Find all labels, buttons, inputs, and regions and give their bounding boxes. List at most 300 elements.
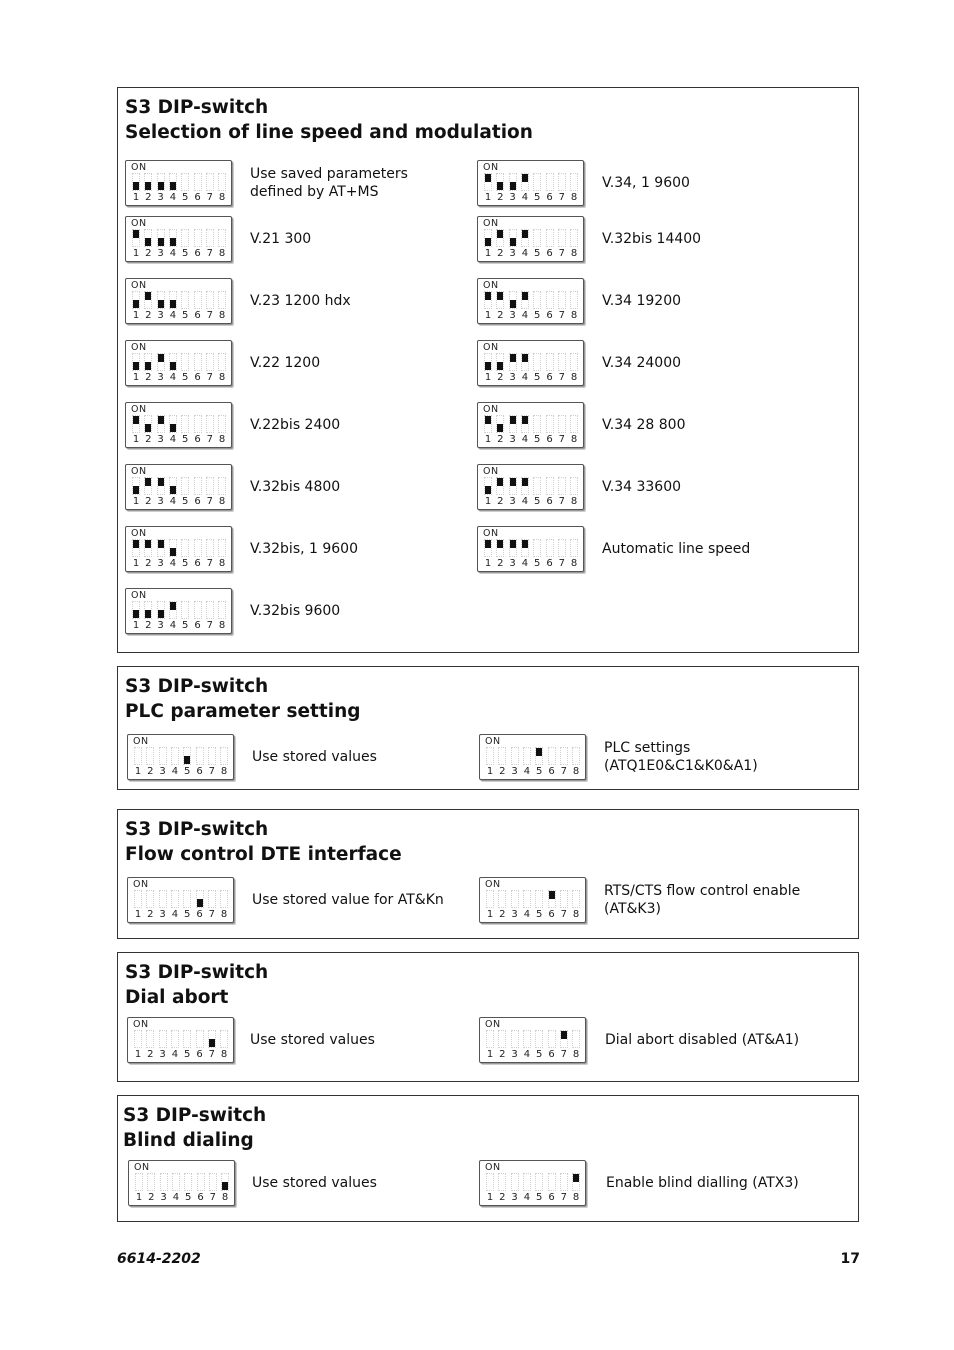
dip-switch-number: 8 (220, 909, 228, 920)
setting-description (606, 1174, 799, 1192)
dip-switch-number: 7 (558, 248, 565, 259)
dip-switch-number: 2 (145, 434, 152, 445)
dip-switch-number: 5 (534, 496, 541, 507)
dip-switch-lever (485, 416, 491, 424)
dip-switch-slot (546, 353, 554, 371)
dip-switch-number: 3 (160, 1192, 167, 1203)
dip-switch-number: 1 (486, 1192, 494, 1203)
dip-switch-number: 4 (171, 1049, 179, 1060)
dip-switch-lever (133, 540, 139, 548)
dip-switch-number: 5 (534, 558, 541, 569)
dip-switch-number: 1 (484, 496, 492, 507)
dip-switch-lever (184, 756, 190, 764)
dip-on-label: ON (131, 162, 147, 173)
dip-switch-slot (146, 747, 154, 765)
dip-switch-lever (133, 300, 139, 308)
dip-switch-number: 2 (499, 766, 506, 777)
dip-switch-slot (484, 229, 492, 247)
dip-switch-slot (132, 539, 140, 557)
dip-switch-diagram (125, 464, 232, 510)
dip-switch-slot (206, 173, 214, 191)
dip-switch-lever (145, 610, 151, 618)
dip-switch-lever (561, 1031, 567, 1039)
dip-switch-section (117, 87, 859, 653)
dip-switch-number: 4 (171, 909, 179, 920)
dip-switch-slot (169, 477, 177, 495)
dip-on-label: ON (131, 466, 147, 477)
dip-switch-number: 4 (169, 558, 177, 569)
setting-description (602, 230, 701, 248)
dip-switch-lever (510, 478, 516, 486)
dip-switch-lever (485, 174, 491, 182)
dip-switch-number: 1 (484, 310, 492, 321)
dip-switch-number: 5 (182, 496, 189, 507)
dip-switch-slot (498, 1030, 506, 1048)
dip-switch-number: 2 (145, 310, 152, 321)
dip-switch-lever (522, 416, 528, 424)
dip-switch-number: 8 (572, 1049, 580, 1060)
dip-switch-slot (533, 415, 541, 433)
dip-on-label: ON (485, 1019, 501, 1030)
dip-switch-slot (206, 539, 214, 557)
dip-switch-number: 7 (558, 372, 565, 383)
dip-switch-diagram (477, 402, 584, 448)
setting-description-line: Enable blind dialling (ATX3) (606, 1175, 799, 1191)
dip-on-label: ON (483, 466, 499, 477)
dip-switch-lever (197, 899, 203, 907)
setting-description (602, 292, 681, 310)
switch-setting-row (125, 160, 455, 206)
dip-switch-slot (521, 477, 529, 495)
dip-switch-lever (170, 602, 176, 610)
dip-switch-number: 1 (134, 766, 142, 777)
dip-switch-slot (169, 291, 177, 309)
dip-switch-number: 1 (484, 248, 492, 259)
dip-switch-slot (533, 539, 541, 557)
dip-switch-slot (218, 415, 226, 433)
setting-description (252, 748, 377, 766)
dip-switch-slot (144, 477, 152, 495)
dip-switch-slot (498, 890, 506, 908)
dip-switch-slot (218, 173, 226, 191)
dip-on-label: ON (485, 1162, 501, 1173)
dip-switch-slot (496, 291, 504, 309)
dip-switch-slot (184, 1173, 192, 1191)
dip-switch-slot (221, 1173, 229, 1191)
dip-switch-slot (218, 601, 226, 619)
dip-switch-lever (497, 424, 503, 432)
dip-switch-slot (181, 477, 189, 495)
dip-switch-number: 6 (546, 248, 553, 259)
dip-switch-number: 3 (511, 1049, 518, 1060)
setting-description-line: V.34 24000 (602, 355, 682, 371)
dip-switch-slot (181, 229, 189, 247)
section-title-line: PLC parameter setting (125, 700, 361, 722)
dip-switch-slot (496, 229, 504, 247)
dip-switch-lever (485, 486, 491, 494)
dip-switch-number: 6 (548, 909, 555, 920)
dip-switch-lever (510, 182, 516, 190)
dip-switch-number: 6 (548, 1192, 555, 1203)
dip-switch-slot (484, 415, 492, 433)
dip-switch-lever (497, 478, 503, 486)
dip-switch-slot (560, 1173, 568, 1191)
dip-switch-number: 5 (182, 372, 189, 383)
dip-switch-lever (158, 354, 164, 362)
dip-switch-diagram (127, 1017, 234, 1063)
dip-switch-lever (510, 416, 516, 424)
dip-switch-diagram (125, 216, 232, 262)
dip-switch-slot (181, 291, 189, 309)
dip-switch-number: 1 (132, 558, 140, 569)
dip-switch-number: 5 (182, 192, 189, 203)
dip-switch-number: 8 (570, 310, 578, 321)
dip-switch-slot (218, 229, 226, 247)
setting-description (252, 891, 444, 909)
dip-switch-slot (572, 1173, 580, 1191)
dip-switch-number: 5 (534, 248, 541, 259)
dip-on-label: ON (483, 280, 499, 291)
dip-switch-lever (573, 1174, 579, 1182)
dip-on-label: ON (485, 879, 501, 890)
dip-switch-number: 5 (182, 434, 189, 445)
dip-switch-number: 6 (548, 766, 555, 777)
dip-switch-number: 6 (546, 496, 553, 507)
setting-description-line: Use stored values (252, 749, 377, 765)
dip-switch-slot (546, 415, 554, 433)
dip-on-label: ON (133, 879, 149, 890)
dip-switch-lever (158, 478, 164, 486)
dip-switch-slot (132, 601, 140, 619)
dip-switch-slot (523, 1030, 531, 1048)
dip-switch-number: 3 (511, 909, 518, 920)
dip-switch-number: 2 (497, 372, 504, 383)
dip-switch-slot (218, 477, 226, 495)
switch-setting-row (127, 734, 457, 780)
dip-switch-slot (144, 601, 152, 619)
dip-switch-slot (157, 229, 165, 247)
setting-description (250, 540, 358, 558)
dip-switch-slot (484, 173, 492, 191)
dip-switch-lever (485, 362, 491, 370)
dip-switch-slot (521, 173, 529, 191)
dip-on-label: ON (131, 590, 147, 601)
dip-switch-lever (133, 416, 139, 424)
dip-switch-slot (206, 415, 214, 433)
dip-on-label: ON (483, 404, 499, 415)
dip-switch-number: 2 (147, 909, 154, 920)
dip-switch-number: 4 (169, 620, 177, 631)
dip-switch-number: 8 (218, 248, 226, 259)
dip-switch-slot (218, 353, 226, 371)
dip-switch-number: 1 (132, 620, 140, 631)
dip-switch-slot (194, 291, 202, 309)
dip-switch-number: 4 (523, 909, 531, 920)
dip-on-label: ON (131, 342, 147, 353)
dip-switch-number: 2 (499, 1049, 506, 1060)
dip-switch-lever (522, 230, 528, 238)
dip-switch-slot (558, 477, 566, 495)
dip-switch-slot (521, 291, 529, 309)
dip-switch-number: 5 (185, 1192, 192, 1203)
dip-switch-number: 2 (497, 192, 504, 203)
dip-switch-slot (132, 415, 140, 433)
setting-description (250, 230, 311, 248)
dip-switch-lever (158, 182, 164, 190)
dip-switch-diagram (125, 340, 232, 386)
dip-switch-slot (181, 353, 189, 371)
dip-switch-slot (159, 1030, 167, 1048)
dip-switch-diagram (479, 1017, 586, 1063)
dip-switch-slot (496, 353, 504, 371)
dip-switch-slot (511, 1173, 519, 1191)
dip-switch-slot (218, 291, 226, 309)
dip-switch-slot (146, 1030, 154, 1048)
dip-switch-lever (170, 238, 176, 246)
dip-switch-number: 1 (132, 248, 140, 259)
dip-switch-slot (144, 353, 152, 371)
setting-description (604, 739, 758, 775)
dip-switch-number: 6 (196, 909, 203, 920)
setting-description (250, 354, 320, 372)
dip-switch-number: 7 (206, 496, 213, 507)
dip-switch-number: 3 (159, 766, 166, 777)
dip-switch-lever (209, 1039, 215, 1047)
dip-switch-section (117, 1095, 859, 1222)
dip-switch-number: 7 (560, 766, 567, 777)
dip-switch-slot (132, 173, 140, 191)
dip-switch-slot (146, 890, 154, 908)
dip-switch-slot (570, 173, 578, 191)
switch-setting-row (479, 734, 809, 780)
switch-setting-row (477, 402, 807, 448)
dip-switch-lever (497, 292, 503, 300)
dip-switch-number: 5 (182, 620, 189, 631)
dip-switch-number: 7 (558, 496, 565, 507)
dip-switch-slot (147, 1173, 155, 1191)
dip-switch-slot (548, 1173, 556, 1191)
dip-switch-lever (497, 182, 503, 190)
dip-switch-number: 7 (209, 1192, 216, 1203)
dip-switch-slot (183, 1030, 191, 1048)
dip-switch-slot (511, 890, 519, 908)
dip-switch-number: 7 (206, 310, 213, 321)
dip-switch-number: 2 (497, 248, 504, 259)
dip-switch-number: 3 (157, 192, 164, 203)
dip-switch-lever (510, 354, 516, 362)
dip-switch-number: 5 (182, 248, 189, 259)
dip-on-label: ON (483, 162, 499, 173)
dip-switch-number: 7 (558, 192, 565, 203)
dip-switch-lever (158, 416, 164, 424)
dip-switch-slot (521, 415, 529, 433)
dip-switch-slot (496, 477, 504, 495)
dip-switch-number: 1 (132, 192, 140, 203)
dip-switch-slot (135, 1173, 143, 1191)
dip-switch-number: 4 (169, 434, 177, 445)
dip-switch-slot (144, 291, 152, 309)
dip-switch-slot (157, 353, 165, 371)
dip-switch-diagram (477, 464, 584, 510)
switch-setting-row (477, 464, 807, 510)
dip-switch-number: 4 (169, 496, 177, 507)
dip-switch-slot (134, 1030, 142, 1048)
dip-switch-slot (206, 601, 214, 619)
dip-switch-number: 8 (218, 496, 226, 507)
dip-on-label: ON (133, 736, 149, 747)
switch-setting-row (477, 160, 807, 206)
dip-switch-slot (570, 291, 578, 309)
dip-switch-slot (194, 539, 202, 557)
setting-description (250, 292, 351, 310)
dip-switch-slot (509, 229, 517, 247)
dip-switch-number: 1 (132, 434, 140, 445)
setting-description (250, 416, 340, 434)
dip-switch-lever (170, 486, 176, 494)
dip-switch-diagram (477, 278, 584, 324)
dip-switch-number: 7 (206, 372, 213, 383)
dip-switch-lever (510, 238, 516, 246)
dip-on-label: ON (131, 280, 147, 291)
dip-switch-slot (560, 890, 568, 908)
dip-switch-number: 1 (132, 496, 140, 507)
dip-switch-slot (560, 1030, 568, 1048)
switch-setting-row (128, 1160, 458, 1206)
dip-switch-slot (171, 890, 179, 908)
dip-switch-number: 5 (536, 909, 543, 920)
setting-description-line: V.34 19200 (602, 293, 682, 309)
dip-switch-number: 8 (218, 372, 226, 383)
dip-switch-number: 3 (509, 192, 516, 203)
dip-switch-number: 3 (509, 434, 516, 445)
dip-switch-slot (220, 890, 228, 908)
dip-switch-number: 7 (560, 1049, 567, 1060)
dip-switch-number: 8 (218, 434, 226, 445)
dip-switch-slot (144, 173, 152, 191)
section-title-line: S3 DIP-switch (125, 819, 269, 840)
setting-description-line: V.32bis 9600 (250, 603, 341, 619)
dip-switch-slot (134, 747, 142, 765)
dip-switch-slot (509, 539, 517, 557)
dip-switch-diagram (125, 526, 232, 572)
dip-switch-lever (510, 540, 516, 548)
dip-switch-number: 6 (194, 310, 201, 321)
section-title (125, 96, 533, 145)
dip-switch-number: 3 (511, 1192, 518, 1203)
dip-switch-number: 8 (220, 766, 228, 777)
dip-switch-number: 6 (546, 310, 553, 321)
dip-switch-slot (132, 291, 140, 309)
section-title (125, 818, 402, 867)
dip-switch-slot (197, 1173, 205, 1191)
dip-on-label: ON (483, 528, 499, 539)
dip-switch-slot (535, 1173, 543, 1191)
dip-switch-slot (546, 173, 554, 191)
dip-switch-number: 8 (221, 1192, 229, 1203)
dip-switch-lever (170, 424, 176, 432)
dip-switch-number: 6 (546, 192, 553, 203)
setting-description-line: V.22bis 2400 (250, 417, 341, 433)
dip-switch-number: 8 (218, 310, 226, 321)
dip-switch-diagram (477, 216, 584, 262)
dip-switch-slot (159, 747, 167, 765)
dip-switch-number: 2 (145, 496, 152, 507)
dip-switch-slot (558, 415, 566, 433)
dip-switch-slot (181, 539, 189, 557)
dip-switch-slot (484, 353, 492, 371)
dip-switch-slot (486, 890, 494, 908)
dip-switch-slot (194, 173, 202, 191)
dip-switch-lever (170, 362, 176, 370)
dip-switch-slot (521, 229, 529, 247)
dip-switch-lever (145, 292, 151, 300)
dip-switch-slot (572, 747, 580, 765)
dip-switch-slot (558, 173, 566, 191)
dip-switch-slot (533, 477, 541, 495)
dip-switch-diagram (477, 526, 584, 572)
dip-switch-number: 5 (534, 372, 541, 383)
dip-switch-slot (209, 1173, 217, 1191)
dip-switch-lever (170, 548, 176, 556)
dip-switch-slot (157, 415, 165, 433)
dip-switch-number: 7 (560, 909, 567, 920)
dip-switch-number: 8 (570, 192, 578, 203)
dip-switch-number: 6 (196, 766, 203, 777)
dip-switch-number: 1 (484, 372, 492, 383)
dip-switch-diagram (125, 402, 232, 448)
dip-switch-lever (510, 300, 516, 308)
dip-switch-slot (194, 477, 202, 495)
setting-description-line: Automatic line speed (602, 541, 751, 557)
dip-switch-number: 8 (218, 620, 226, 631)
dip-switch-slot (194, 353, 202, 371)
setting-description (604, 882, 800, 918)
dip-switch-slot (144, 415, 152, 433)
switch-setting-row (125, 216, 455, 262)
dip-switch-slot (157, 291, 165, 309)
dip-switch-number: 3 (157, 248, 164, 259)
dip-switch-number: 6 (196, 1049, 203, 1060)
dip-switch-number: 3 (157, 558, 164, 569)
dip-switch-number: 2 (497, 558, 504, 569)
dip-switch-number: 5 (184, 909, 191, 920)
dip-switch-slot (548, 890, 556, 908)
dip-switch-slot (484, 291, 492, 309)
dip-switch-number: 4 (523, 1049, 531, 1060)
dip-switch-slot (169, 173, 177, 191)
dip-switch-lever (522, 174, 528, 182)
setting-description (605, 1031, 799, 1049)
dip-switch-slot (570, 415, 578, 433)
setting-description-line: V.22 1200 (250, 355, 321, 371)
dip-switch-slot (533, 229, 541, 247)
dip-switch-number: 6 (194, 558, 201, 569)
dip-switch-slot (157, 601, 165, 619)
dip-on-label: ON (485, 736, 501, 747)
dip-switch-number: 4 (169, 192, 177, 203)
dip-switch-lever (497, 230, 503, 238)
dip-on-label: ON (483, 218, 499, 229)
dip-switch-number: 6 (548, 1049, 555, 1060)
dip-switch-number: 4 (521, 558, 529, 569)
dip-switch-number: 2 (499, 1192, 506, 1203)
switch-setting-row (477, 340, 807, 386)
setting-description-line: Use saved parameters (250, 166, 408, 182)
dip-switch-number: 8 (218, 192, 226, 203)
dip-switch-slot (535, 1030, 543, 1048)
setting-description-line: V.23 1200 hdx (250, 293, 351, 309)
section-title-line: Dial abort (125, 986, 229, 1008)
